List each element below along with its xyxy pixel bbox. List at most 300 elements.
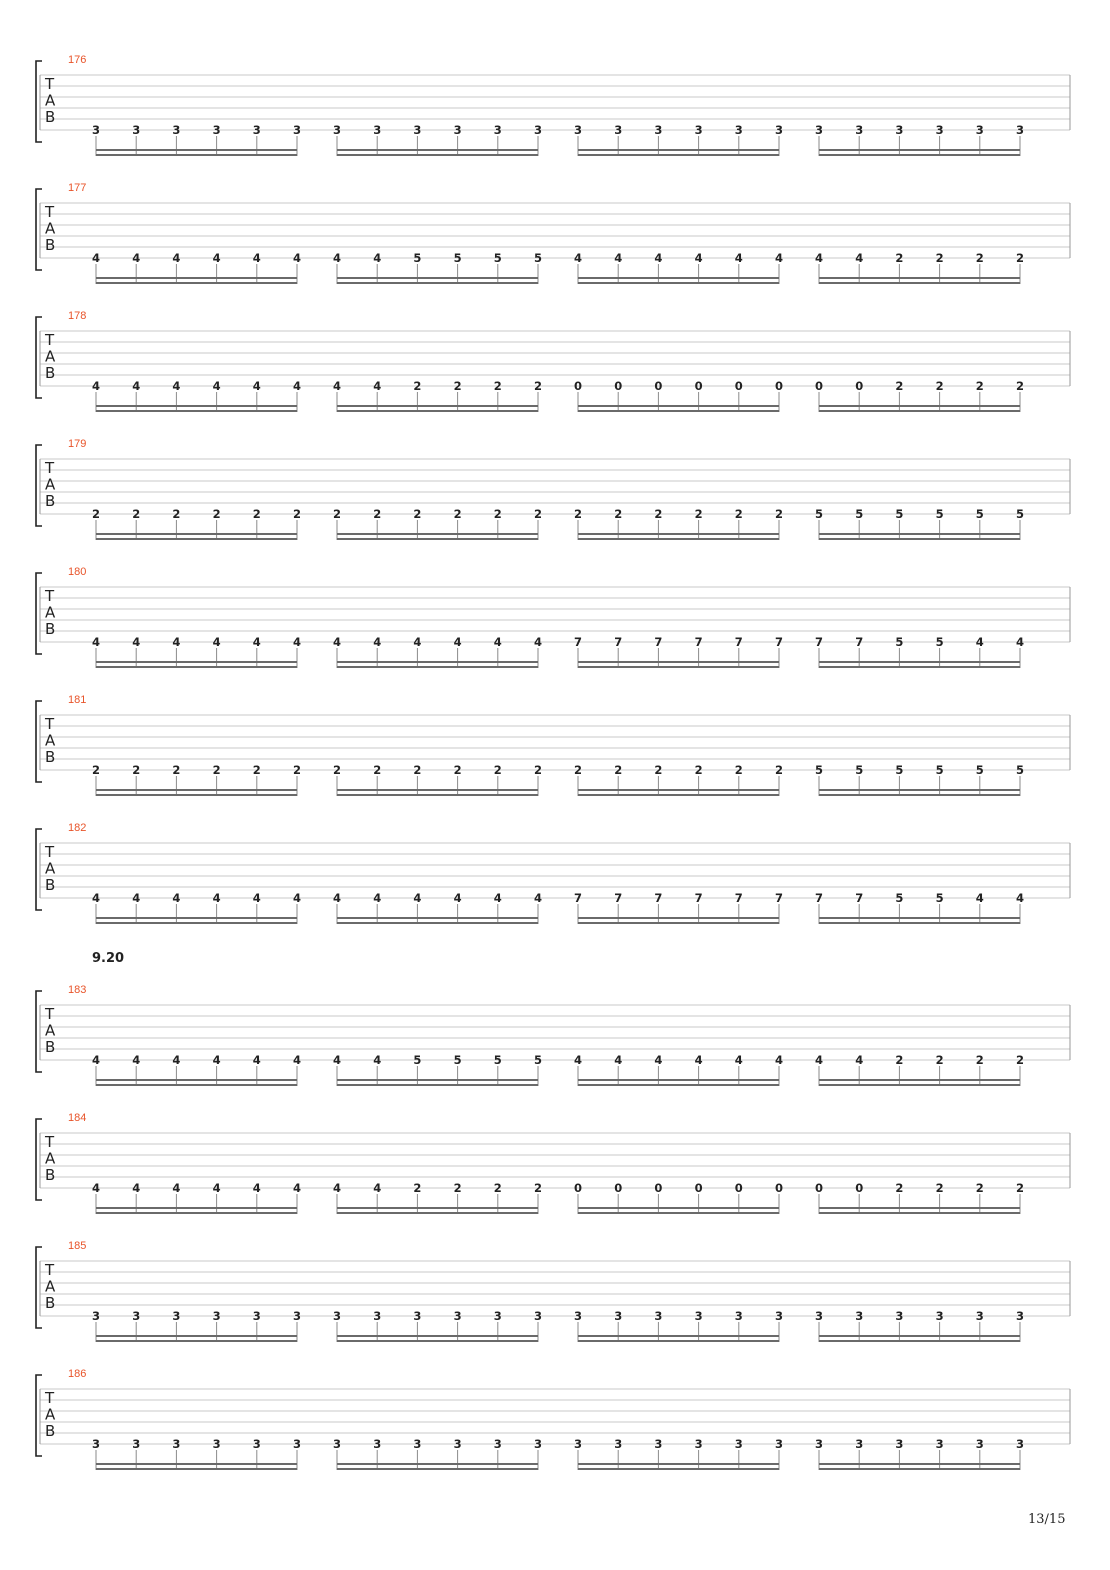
fret-number: 0 <box>855 379 864 393</box>
fret-number: 3 <box>975 123 984 137</box>
fret-number: 4 <box>252 379 261 393</box>
fret-number: 0 <box>614 1181 623 1195</box>
fret-number: 5 <box>413 1053 422 1067</box>
measure-number: 180 <box>68 566 87 578</box>
tab-letter: T <box>45 1389 55 1407</box>
fret-number: 7 <box>855 635 864 649</box>
fret-number: 4 <box>292 1053 302 1067</box>
fret-number: 3 <box>332 123 342 137</box>
fret-number: 5 <box>975 763 984 777</box>
fret-number: 2 <box>573 763 583 777</box>
fret-number: 2 <box>774 507 784 521</box>
fret-number: 2 <box>935 379 944 393</box>
fret-number: 3 <box>172 1309 181 1323</box>
fret-number: 4 <box>292 635 302 649</box>
fret-number: 2 <box>694 507 703 521</box>
fret-number: 3 <box>935 1437 944 1451</box>
fret-number: 0 <box>694 1181 703 1195</box>
fret-number: 3 <box>91 1437 101 1451</box>
fret-number: 7 <box>734 635 743 649</box>
fret-number: 3 <box>855 1309 864 1323</box>
fret-number: 2 <box>533 763 543 777</box>
fret-number: 2 <box>373 763 382 777</box>
fret-number: 7 <box>573 635 583 649</box>
fret-number: 2 <box>895 1053 904 1067</box>
tab-letter: T <box>45 331 55 349</box>
fret-number: 3 <box>814 123 824 137</box>
fret-number: 2 <box>453 507 462 521</box>
fret-number: 4 <box>734 1053 743 1067</box>
fret-number: 0 <box>774 1181 784 1195</box>
fret-number: 5 <box>855 763 864 777</box>
fret-number: 3 <box>91 1309 101 1323</box>
fret-number: 3 <box>855 1437 864 1451</box>
fret-number: 3 <box>774 1309 784 1323</box>
fret-number: 2 <box>413 763 422 777</box>
fret-number: 2 <box>453 763 462 777</box>
tab-letter: T <box>45 203 55 221</box>
fret-number: 3 <box>533 1437 543 1451</box>
fret-number: 0 <box>734 1181 743 1195</box>
fret-number: 3 <box>814 1309 824 1323</box>
tab-letter: A <box>45 475 56 494</box>
tab-system <box>36 1368 1070 1470</box>
fret-number: 4 <box>373 1181 382 1195</box>
tab-letter: A <box>45 859 56 878</box>
fret-number: 4 <box>413 635 422 649</box>
fret-number: 2 <box>493 1181 502 1195</box>
fret-number: 2 <box>975 1053 984 1067</box>
fret-number: 4 <box>212 891 221 905</box>
fret-number: 2 <box>212 763 221 777</box>
section-label: 9.20 <box>92 951 125 966</box>
fret-number: 7 <box>614 635 623 649</box>
fret-number: 3 <box>292 1437 302 1451</box>
tab-letter: T <box>45 1261 55 1279</box>
fret-number: 4 <box>573 251 583 265</box>
fret-number: 2 <box>413 379 422 393</box>
tab-letter: A <box>45 219 56 238</box>
fret-number: 2 <box>332 507 342 521</box>
fret-number: 3 <box>935 123 944 137</box>
fret-number: 3 <box>212 1309 221 1323</box>
fret-number: 5 <box>814 763 824 777</box>
tab-system <box>36 1112 1070 1214</box>
fret-number: 3 <box>895 123 904 137</box>
fret-number: 5 <box>533 251 543 265</box>
fret-number: 3 <box>132 1437 141 1451</box>
tab-system <box>36 438 1070 540</box>
fret-number: 3 <box>292 1309 302 1323</box>
fret-number: 5 <box>855 507 864 521</box>
measure-number: 182 <box>68 822 87 834</box>
fret-number: 4 <box>132 251 141 265</box>
fret-number: 7 <box>774 635 784 649</box>
fret-number: 3 <box>212 1437 221 1451</box>
fret-number: 3 <box>332 1309 342 1323</box>
fret-number: 4 <box>132 379 141 393</box>
fret-number: 0 <box>573 379 583 393</box>
fret-number: 2 <box>1015 1053 1025 1067</box>
fret-number: 4 <box>332 635 342 649</box>
tab-letter: B <box>45 1166 56 1184</box>
fret-number: 3 <box>614 123 623 137</box>
fret-number: 4 <box>373 635 382 649</box>
fret-number: 4 <box>332 251 342 265</box>
fret-number: 3 <box>1015 1437 1025 1451</box>
tab-letter: B <box>45 1422 56 1440</box>
fret-number: 4 <box>252 1053 261 1067</box>
fret-number: 3 <box>413 1309 422 1323</box>
fret-number: 0 <box>694 379 703 393</box>
tab-letter: A <box>45 347 56 366</box>
fret-number: 4 <box>332 891 342 905</box>
fret-number: 2 <box>975 1181 984 1195</box>
tab-letter: B <box>45 492 56 510</box>
fret-number: 5 <box>935 763 944 777</box>
fret-number: 4 <box>373 251 382 265</box>
tab-letter: T <box>45 715 55 733</box>
fret-number: 4 <box>1015 891 1025 905</box>
fret-number: 4 <box>292 251 302 265</box>
fret-number: 4 <box>332 379 342 393</box>
tab-letter: B <box>45 748 56 766</box>
measure-number: 185 <box>68 1240 87 1252</box>
fret-number: 3 <box>573 1437 583 1451</box>
fret-number: 3 <box>172 1437 181 1451</box>
measure-number: 181 <box>68 694 87 706</box>
fret-number: 7 <box>814 891 824 905</box>
fret-number: 2 <box>493 763 502 777</box>
measure-number: 179 <box>68 438 87 450</box>
fret-number: 3 <box>774 123 784 137</box>
fret-number: 3 <box>654 1309 663 1323</box>
fret-number: 5 <box>453 251 462 265</box>
tab-system <box>36 822 1070 924</box>
fret-number: 4 <box>91 251 101 265</box>
fret-number: 4 <box>212 1053 221 1067</box>
fret-number: 5 <box>814 507 824 521</box>
fret-number: 3 <box>734 1309 743 1323</box>
fret-number: 3 <box>493 123 502 137</box>
fret-number: 4 <box>373 379 382 393</box>
fret-number: 3 <box>373 123 382 137</box>
fret-number: 3 <box>855 123 864 137</box>
fret-number: 4 <box>212 635 221 649</box>
fret-number: 5 <box>975 507 984 521</box>
fret-number: 2 <box>172 507 181 521</box>
fret-number: 2 <box>413 507 422 521</box>
fret-number: 3 <box>332 1437 342 1451</box>
tab-letter: B <box>45 620 56 638</box>
fret-number: 4 <box>975 635 984 649</box>
fret-number: 2 <box>533 507 543 521</box>
tab-letter: T <box>45 1133 55 1151</box>
fret-number: 4 <box>252 251 261 265</box>
fret-number: 0 <box>734 379 743 393</box>
fret-number: 4 <box>493 891 502 905</box>
fret-number: 3 <box>453 1437 462 1451</box>
fret-number: 7 <box>654 635 663 649</box>
fret-number: 3 <box>413 123 422 137</box>
fret-number: 7 <box>855 891 864 905</box>
tab-letter: B <box>45 364 56 382</box>
fret-number: 2 <box>654 507 663 521</box>
fret-number: 4 <box>493 635 502 649</box>
tab-letter: B <box>45 876 56 894</box>
fret-number: 4 <box>292 891 302 905</box>
fret-number: 3 <box>654 123 663 137</box>
fret-number: 2 <box>774 763 784 777</box>
fret-number: 3 <box>614 1437 623 1451</box>
fret-number: 0 <box>614 379 623 393</box>
fret-number: 3 <box>292 123 302 137</box>
fret-number: 4 <box>413 891 422 905</box>
fret-number: 4 <box>533 891 543 905</box>
tab-letter: A <box>45 731 56 750</box>
fret-number: 2 <box>252 507 261 521</box>
fret-number: 7 <box>734 891 743 905</box>
fret-number: 4 <box>172 251 181 265</box>
fret-number: 0 <box>814 1181 824 1195</box>
fret-number: 3 <box>132 1309 141 1323</box>
fret-number: 2 <box>292 763 302 777</box>
fret-number: 0 <box>654 379 663 393</box>
fret-number: 4 <box>774 1053 784 1067</box>
fret-number: 4 <box>694 1053 703 1067</box>
fret-number: 2 <box>895 1181 904 1195</box>
fret-number: 7 <box>774 891 784 905</box>
fret-number: 4 <box>814 251 824 265</box>
fret-number: 4 <box>332 1181 342 1195</box>
fret-number: 3 <box>614 1309 623 1323</box>
tab-letter: T <box>45 459 55 477</box>
tab-system <box>36 984 1070 1086</box>
fret-number: 3 <box>252 123 261 137</box>
fret-number: 5 <box>1015 507 1025 521</box>
tab-system <box>36 310 1070 412</box>
fret-number: 4 <box>91 1181 101 1195</box>
fret-number: 4 <box>292 1181 302 1195</box>
fret-number: 2 <box>292 507 302 521</box>
fret-number: 3 <box>975 1437 984 1451</box>
fret-number: 2 <box>975 379 984 393</box>
fret-number: 3 <box>694 123 703 137</box>
fret-number: 2 <box>132 507 141 521</box>
tab-letter: B <box>45 236 56 254</box>
tab-system <box>36 182 1070 284</box>
fret-number: 2 <box>453 379 462 393</box>
fret-number: 4 <box>373 1053 382 1067</box>
fret-number: 4 <box>1015 635 1025 649</box>
fret-number: 4 <box>252 891 261 905</box>
fret-number: 3 <box>453 123 462 137</box>
fret-number: 2 <box>91 763 101 777</box>
fret-number: 7 <box>814 635 824 649</box>
fret-number: 4 <box>573 1053 583 1067</box>
tab-letter: A <box>45 1149 56 1168</box>
fret-number: 2 <box>734 763 743 777</box>
fret-number: 5 <box>413 251 422 265</box>
fret-number: 4 <box>533 635 543 649</box>
fret-number: 0 <box>573 1181 583 1195</box>
fret-number: 4 <box>614 1053 623 1067</box>
tab-letter: A <box>45 1405 56 1424</box>
fret-number: 3 <box>533 1309 543 1323</box>
fret-number: 7 <box>694 891 703 905</box>
measure-number: 176 <box>68 54 87 66</box>
fret-number: 2 <box>332 763 342 777</box>
fret-number: 4 <box>252 1181 261 1195</box>
fret-number: 5 <box>895 635 904 649</box>
fret-number: 2 <box>654 763 663 777</box>
fret-number: 2 <box>895 379 904 393</box>
fret-number: 3 <box>172 123 181 137</box>
fret-number: 2 <box>614 507 623 521</box>
fret-number: 5 <box>493 251 502 265</box>
fret-number: 2 <box>975 251 984 265</box>
fret-number: 4 <box>212 1181 221 1195</box>
fret-number: 5 <box>895 891 904 905</box>
fret-number: 2 <box>493 379 502 393</box>
tab-system <box>36 694 1070 796</box>
fret-number: 4 <box>172 1181 181 1195</box>
fret-number: 5 <box>935 891 944 905</box>
fret-number: 5 <box>935 507 944 521</box>
fret-number: 4 <box>975 891 984 905</box>
fret-number: 4 <box>694 251 703 265</box>
fret-number: 4 <box>212 379 221 393</box>
fret-number: 2 <box>614 763 623 777</box>
fret-number: 4 <box>91 379 101 393</box>
fret-number: 3 <box>734 123 743 137</box>
fret-number: 3 <box>1015 1309 1025 1323</box>
fret-number: 7 <box>694 635 703 649</box>
fret-number: 3 <box>694 1437 703 1451</box>
fret-number: 4 <box>814 1053 824 1067</box>
fret-number: 0 <box>654 1181 663 1195</box>
fret-number: 2 <box>533 379 543 393</box>
measure-number: 186 <box>68 1368 87 1380</box>
fret-number: 4 <box>855 251 864 265</box>
fret-number: 2 <box>895 251 904 265</box>
fret-number: 3 <box>493 1437 502 1451</box>
fret-number: 7 <box>614 891 623 905</box>
fret-number: 3 <box>895 1437 904 1451</box>
fret-number: 2 <box>935 251 944 265</box>
fret-number: 3 <box>734 1437 743 1451</box>
measure-number: 184 <box>68 1112 87 1124</box>
fret-number: 2 <box>132 763 141 777</box>
fret-number: 4 <box>252 635 261 649</box>
tab-letter: A <box>45 1021 56 1040</box>
fret-number: 3 <box>453 1309 462 1323</box>
fret-number: 4 <box>654 1053 663 1067</box>
tab-letter: A <box>45 1277 56 1296</box>
fret-number: 4 <box>774 251 784 265</box>
fret-number: 2 <box>1015 1181 1025 1195</box>
fret-number: 4 <box>332 1053 342 1067</box>
fret-number: 0 <box>855 1181 864 1195</box>
tab-letter: B <box>45 1294 56 1312</box>
fret-number: 2 <box>493 507 502 521</box>
fret-number: 2 <box>1015 379 1025 393</box>
fret-number: 2 <box>573 507 583 521</box>
fret-number: 4 <box>172 635 181 649</box>
fret-number: 2 <box>734 507 743 521</box>
fret-number: 3 <box>252 1309 261 1323</box>
tab-letter: B <box>45 1038 56 1056</box>
fret-number: 4 <box>91 891 101 905</box>
fret-number: 3 <box>91 123 101 137</box>
fret-number: 2 <box>1015 251 1025 265</box>
tab-letter: B <box>45 108 56 126</box>
measure-number: 177 <box>68 182 87 194</box>
fret-number: 3 <box>373 1309 382 1323</box>
fret-number: 4 <box>172 1053 181 1067</box>
fret-number: 3 <box>573 123 583 137</box>
tab-system <box>36 1240 1070 1342</box>
fret-number: 2 <box>91 507 101 521</box>
fret-number: 4 <box>654 251 663 265</box>
fret-number: 2 <box>453 1181 462 1195</box>
fret-number: 5 <box>453 1053 462 1067</box>
page-indicator: 13/15 <box>1028 1512 1066 1527</box>
fret-number: 5 <box>533 1053 543 1067</box>
fret-number: 4 <box>453 635 462 649</box>
fret-number: 2 <box>935 1053 944 1067</box>
tab-letter: T <box>45 587 55 605</box>
fret-number: 5 <box>1015 763 1025 777</box>
fret-number: 4 <box>132 635 141 649</box>
fret-number: 0 <box>774 379 784 393</box>
fret-number: 3 <box>814 1437 824 1451</box>
fret-number: 2 <box>212 507 221 521</box>
measure-number: 178 <box>68 310 87 322</box>
fret-number: 4 <box>91 635 101 649</box>
measure-number: 183 <box>68 984 87 996</box>
fret-number: 0 <box>814 379 824 393</box>
fret-number: 2 <box>172 763 181 777</box>
fret-number: 4 <box>453 891 462 905</box>
fret-number: 2 <box>373 507 382 521</box>
fret-number: 3 <box>132 123 141 137</box>
tab-system <box>36 566 1070 668</box>
fret-number: 4 <box>734 251 743 265</box>
fret-number: 4 <box>373 891 382 905</box>
fret-number: 3 <box>895 1309 904 1323</box>
fret-number: 4 <box>614 251 623 265</box>
fret-number: 7 <box>573 891 583 905</box>
fret-number: 4 <box>212 251 221 265</box>
fret-number: 3 <box>654 1437 663 1451</box>
tab-letter: T <box>45 75 55 93</box>
fret-number: 4 <box>132 1053 141 1067</box>
fret-number: 4 <box>855 1053 864 1067</box>
tab-letter: A <box>45 603 56 622</box>
fret-number: 3 <box>533 123 543 137</box>
fret-number: 4 <box>91 1053 101 1067</box>
fret-number: 4 <box>132 1181 141 1195</box>
fret-number: 3 <box>212 123 221 137</box>
fret-number: 5 <box>935 635 944 649</box>
fret-number: 2 <box>694 763 703 777</box>
fret-number: 2 <box>252 763 261 777</box>
fret-number: 3 <box>252 1437 261 1451</box>
tab-letter: T <box>45 843 55 861</box>
fret-number: 5 <box>895 507 904 521</box>
tab-letter: A <box>45 91 56 110</box>
